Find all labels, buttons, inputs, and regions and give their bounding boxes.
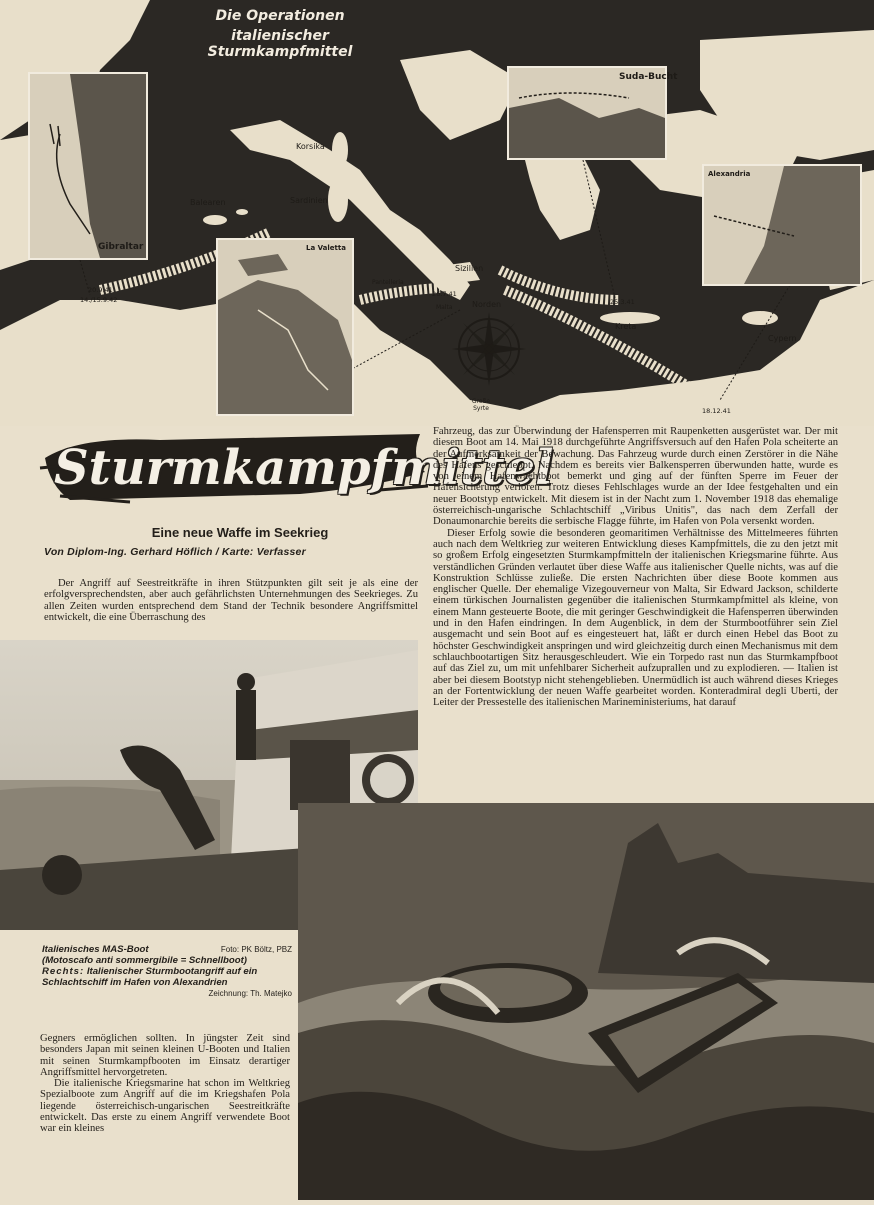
label-malta: Malta — [436, 304, 453, 311]
label-grosse-syrte: Große Syrte — [471, 398, 491, 412]
date-malta: 26.7.41 — [432, 290, 457, 298]
caption-line-3: Italienischer Sturmbootangriff auf ein Schlachtschiff im Hafen von Alexandrien — [42, 966, 258, 988]
caption-rechts: Rechts: — [42, 966, 85, 977]
date-suda: 25.3.41 — [610, 298, 635, 306]
label-korsika: Korsika — [296, 142, 325, 151]
label-sardinien: Sardinien — [290, 196, 328, 205]
operations-map — [0, 0, 874, 426]
label-sizilien: Sizilien — [455, 264, 484, 273]
right-paragraph-2: Dieser Erfolg sowie die besonderen geomaritimen Verhältnisse des Mittelmeeres führten auch nach dem Weltkrieg zur weiteren Entwicklung dieses Kampfmittels, die zu den jetzt mit so großem Erfolg eingesetzten Sturmkampfmitteln der italienischen Kriegsmarine führte. Aus verständlichen Gründen verlautet über diese Waffe aus italienischer Quelle nichts, was auf die Konstruktion Schlüsse zuließe. Die ersten Nachrichten über diese Boote kommen aus englischer Quelle. Der ehemalige Vizegouverneur von Malta, Sir Edward Jackson, schilderte einem türkischen Journalisten gegenüber die italienischen Sturmkampfmittel als kleine, von einem Mann gesteuerte Boote, die mit geringer Geschwindigkeit die Hafensperren überwinden und in den Hafen eindringen. In dem Augenblick, in dem der Sturmbootführer sein Ziel ausgemacht und sein Boot auf es eingesteuert hat, läßt er durch einen Hebel das Boot zu höchster Geschwindigkeit anspringen und wird gleichzeitig durch einen Mechanismus mit dem schlauchbootartigen Sitz herausgeschleudert. Wie ein Torpedo rast nun das Sturmkampfboot auf das Ziel zu, um mit unfehlbarer Sicherheit aufzuprallen und zu explodieren. — Italien ist aber bei diesem Bootstyp nicht stehengeblieben. Unermüdlich ist auch während dieses Krieges an der Fortentwicklung der neuen Waffe gearbeitet worden. Konteradmiral degli Uberti, der Leiter der Pressestelle des italienischen Marineministeriums, hat darauf — [433, 527, 838, 709]
headline: Sturmkampfmittel — [54, 440, 554, 496]
left-paragraph-2: Die italienische Kriegsmarine hat schon im Weltkrieg Spezialboote zum Angriff auf die im Kriegshafen Pola liegende österreichisch-ungarischen Seestreitkräfte entwickelt. Das erste zu einem Angriff verwendete Boot war ein kleines — [40, 1078, 290, 1135]
headline-banner — [40, 428, 554, 508]
subtitle: Eine neue Waffe im Seekrieg — [151, 525, 329, 540]
map-title-line2: italienischer Sturmkampfmittel — [207, 28, 353, 60]
right-column — [433, 426, 838, 708]
inset-alexandria-label: Alexandria — [708, 170, 751, 178]
label-cypern: Cypern — [768, 334, 797, 343]
date-alexandria: 18.12.41 — [702, 407, 731, 415]
caption-line-1: Italienisches MAS-Boot — [42, 944, 149, 955]
compass-rose-icon — [448, 308, 530, 390]
intro-paragraph — [44, 578, 418, 623]
date-gibraltar-b: 14./15.9.42 — [80, 296, 118, 304]
caption-photo-credit: Foto: PK Böltz, PBZ — [220, 945, 292, 954]
inset-gibraltar-label: Gibraltar — [98, 242, 144, 252]
caption-line-2: (Motoscafo anti sommergibile = Schnellboot) — [42, 955, 247, 966]
byline: Von Diplom-Ing. Gerhard Höflich / Karte: Verfasser — [44, 546, 306, 558]
left-paragraph-1: Gegners ermöglichen sollten. In jüngster Zeit sind besonders Japan mit seinen kleinen U-Booten und Italien mit seinen Sturmkampfbooten im Einsatz derartiger Angriffsmittel hervorgetreten. — [40, 1033, 290, 1078]
caption-drawing-credit: Zeichnung: Th. Matejko — [208, 989, 292, 998]
attack-illustration — [298, 803, 874, 1200]
map-title-line1: Die Operationen — [215, 8, 345, 24]
label-kreta: Kreta — [615, 322, 637, 331]
label-balearen: Balearen — [190, 198, 226, 207]
date-gibraltar-a: 20.9.41 — [88, 286, 113, 294]
inset-alexandria — [702, 164, 862, 286]
compass-north-label: Norden — [472, 300, 502, 309]
left-column-bottom — [40, 1033, 290, 1135]
inset-la-valetta — [216, 238, 354, 416]
inset-gibraltar — [28, 72, 148, 260]
label-pantelleria: Pantelleria — [372, 279, 404, 286]
intro-text: Der Angriff auf Seestreitkräfte in ihren Stützpunkten gilt seit je als eine der erfolgversprechendsten, aber auch gefährlichsten Unternehmungen des Seekrieges. Zu allen Zeiten wurden entsprechend dem Stand der Technik besondere Angriffsmittel entwickelt, die eine Überraschung des — [44, 578, 418, 623]
photo-caption — [42, 944, 292, 999]
inset-suda-bucht-label: Suda-Bucht — [619, 72, 678, 82]
inset-la-valetta-label: La Valetta — [306, 244, 346, 252]
inset-suda-bucht — [507, 66, 678, 160]
right-paragraph-1: Fahrzeug, das zur Überwindung der Hafensperren mit Raupenketten ausgerüstet war. Der mit diesem Boot am 14. Mai 1918 durchgeführte Angriffsversuch auf den Hafen Pola scheiterte an der Aufmerksamkeit der Bewachung. Das Fahrzeug wurde durch einen Zerstörer in die Nähe des Hafens geschleppt. Nachdem es bereits vier Balkensperren überwunden hatte, wurde es von einem Hafenwachtboot bemerkt und ging auf der fünften Sperre im Feuer der Hafensicherung verloren. Trotz dieses Fehlschlages wurde an der Idee festgehalten und ein neuer Bootstyp entwickelt. Mit diesem ist in der Nacht zum 1. November 1918 das ehemalige österreichisch-ungarische Schlachtschiff „Viribus Unitis", das nach dem Zerfall der Donaumonarchie bereits die serbische Flagge führte, im Hafen von Pola versenkt worden. — [433, 426, 838, 528]
